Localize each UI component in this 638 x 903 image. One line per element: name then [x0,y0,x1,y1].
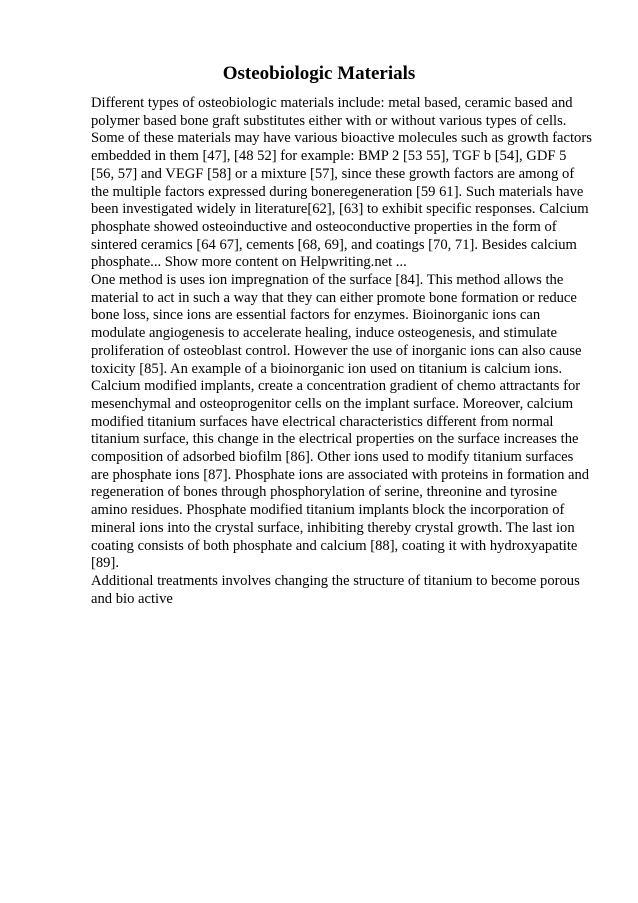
text-line: material to act in such a way that they can either promote bone formation or reduce [91,289,577,306]
text-line: been investigated widely in literature[62], [63] to exhibit specific responses. Calcium [91,201,589,218]
text-line: amino residues. Phosphate modified titanium implants block the incorporation of [91,502,565,519]
text-line: modulate angiogenesis to accelerate healing, induce osteogenesis, and stimulate [91,325,558,342]
text-line: mesenchymal and osteoprogenitor cells on the implant surface. Moreover, calcium [91,395,574,412]
text-line: toxicity [85]. An example of a bioinorganic ion used on titanium is calcium ions. [91,360,563,377]
paragraph [91,95,591,272]
text-line: Some of these materials may have various bioactive molecules such as growth factors [91,130,592,147]
text-line: and bio active [91,590,173,607]
paragraph [91,272,591,573]
document-body [91,95,591,608]
text-line: mineral ions into the crystal surface, inhibiting thereby crystal growth. The last ion [91,519,575,536]
text-line: modified titanium surfaces have electrical characteristics different from normal [91,413,554,430]
text-line: bone loss, since ions are essential factors for enzymes. Bioinorganic ions can [91,307,541,324]
text-line: are phosphate ions [87]. Phosphate ions are associated with proteins in formation and [91,466,590,483]
text-line: phosphate... Show more content on Helpwriting.net ... [91,254,407,271]
text-line: regeneration of bones through phosphorylation of serine, threonine and tyrosine [91,484,558,501]
text-line: polymer based bone graft substitutes either with or without various types of cells. [91,112,567,129]
text-line: One method is uses ion impregnation of the surface [84]. This method allows the [91,272,564,289]
page-title: Osteobiologic Materials [222,63,416,84]
text-line: [56, 57] and VEGF [58] or a mixture [57], since these growth factors are among of [91,165,575,182]
text-line: phosphate showed osteoinductive and osteoconductive properties in the form of [91,218,557,235]
text-line: Calcium modified implants, create a concentration gradient of chemo attractants for [91,378,581,395]
text-line: Additional treatments involves changing the structure of titanium to become porous [91,572,580,589]
text-line: [89]. [91,555,119,572]
text-line: sintered ceramics [64 67], cements [68, 69], and coatings [70, 71]. Besides calcium [91,236,577,253]
paragraph [91,573,591,608]
text-line: embedded in them [47], [48 52] for example: BMP 2 [53 55], TGF b [54], GDF 5 [91,148,567,165]
text-line: composition of adsorbed biofilm [86]. Other ions used to modify titanium surfaces [91,449,574,466]
text-line: Different types of osteobiologic materials include: metal based, ceramic based and [91,95,573,111]
text-line: the multiple factors expressed during boneregeneration [59 61]. Such materials have [91,183,584,200]
text-line: proliferation of osteoblast control. However the use of inorganic ions can also cause [91,342,582,359]
text-line: coating consists of both phosphate and calcium [88], coating it with hydroxyapatite [91,537,578,554]
text-line: titanium surface, this change in the electrical properties on the surface increases the [91,431,579,448]
